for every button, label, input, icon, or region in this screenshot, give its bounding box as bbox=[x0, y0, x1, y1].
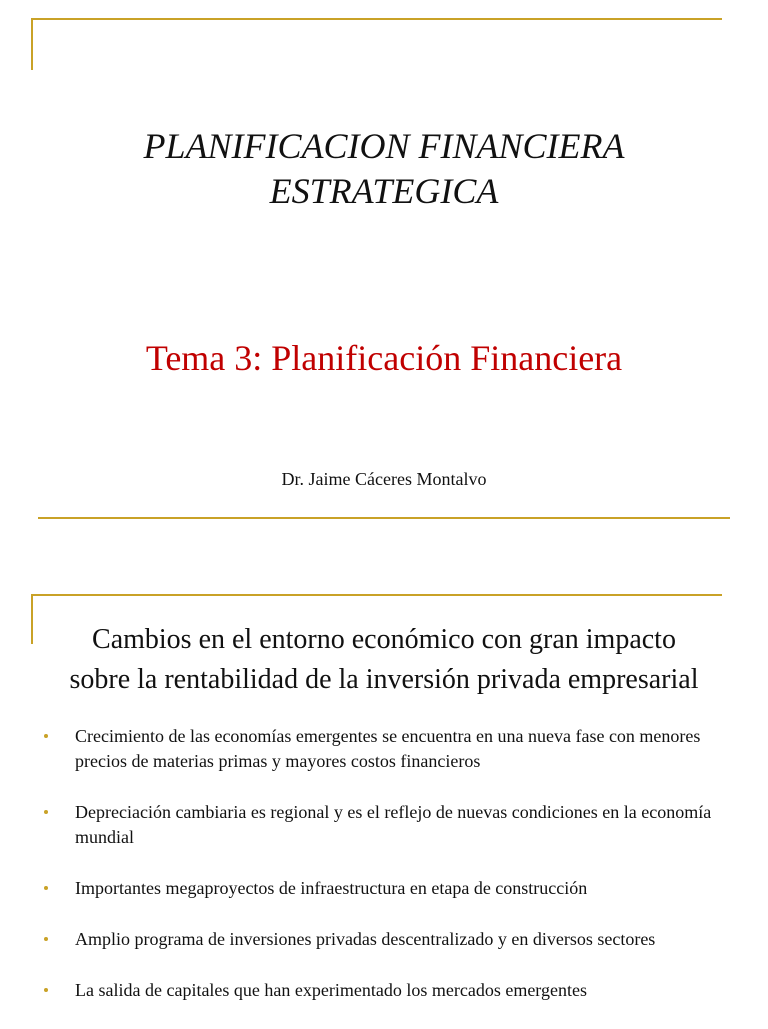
presentation-title bbox=[0, 124, 768, 214]
content-slide bbox=[0, 580, 768, 1024]
bullet-dot-icon bbox=[44, 734, 48, 738]
bullet-dot-icon bbox=[44, 886, 48, 890]
bullet-text: Importantes megaproyectos de infraestructura en etapa de construcción bbox=[75, 878, 588, 898]
bullet-list bbox=[44, 724, 734, 1029]
bullet-text: Crecimiento de las economías emergentes se encuentra en una nueva fase con menores precios de materias primas y mayores costos financieros bbox=[75, 726, 701, 771]
top-accent-line bbox=[32, 18, 722, 20]
bullet-item bbox=[44, 800, 734, 850]
author-name: Dr. Jaime Cáceres Montalvo bbox=[281, 469, 487, 489]
bullet-text: La salida de capitales que han experimentado los mercados emergentes bbox=[75, 980, 587, 1000]
bullet-item bbox=[44, 978, 734, 1003]
left-accent-line bbox=[31, 18, 33, 70]
bullet-item bbox=[44, 724, 734, 774]
bullet-item bbox=[44, 876, 734, 901]
presentation-title-line-2: ESTRATEGICA bbox=[269, 171, 499, 211]
bullet-dot-icon bbox=[44, 988, 48, 992]
presentation-title-line-1: PLANIFICACION FINANCIERA bbox=[143, 126, 625, 166]
bullet-dot-icon bbox=[44, 937, 48, 941]
bullet-item bbox=[44, 927, 734, 952]
slide-title-line-2: sobre la rentabilidad de la inversión privada empresarial bbox=[69, 664, 699, 695]
slide-title-line-1: Cambios en el entorno económico con gran impacto bbox=[92, 624, 676, 655]
bullet-text: Amplio programa de inversiones privadas descentralizado y en diversos sectores bbox=[75, 929, 656, 949]
bullet-dot-icon bbox=[44, 810, 48, 814]
bullet-text: Depreciación cambiaria es regional y es el reflejo de nuevas condiciones en la economía mundial bbox=[75, 802, 712, 847]
bottom-accent-line bbox=[38, 517, 730, 519]
slide-title bbox=[0, 620, 768, 700]
top-accent-line bbox=[32, 594, 722, 596]
presentation-subtitle: Tema 3: Planificación Financiera bbox=[145, 338, 623, 378]
